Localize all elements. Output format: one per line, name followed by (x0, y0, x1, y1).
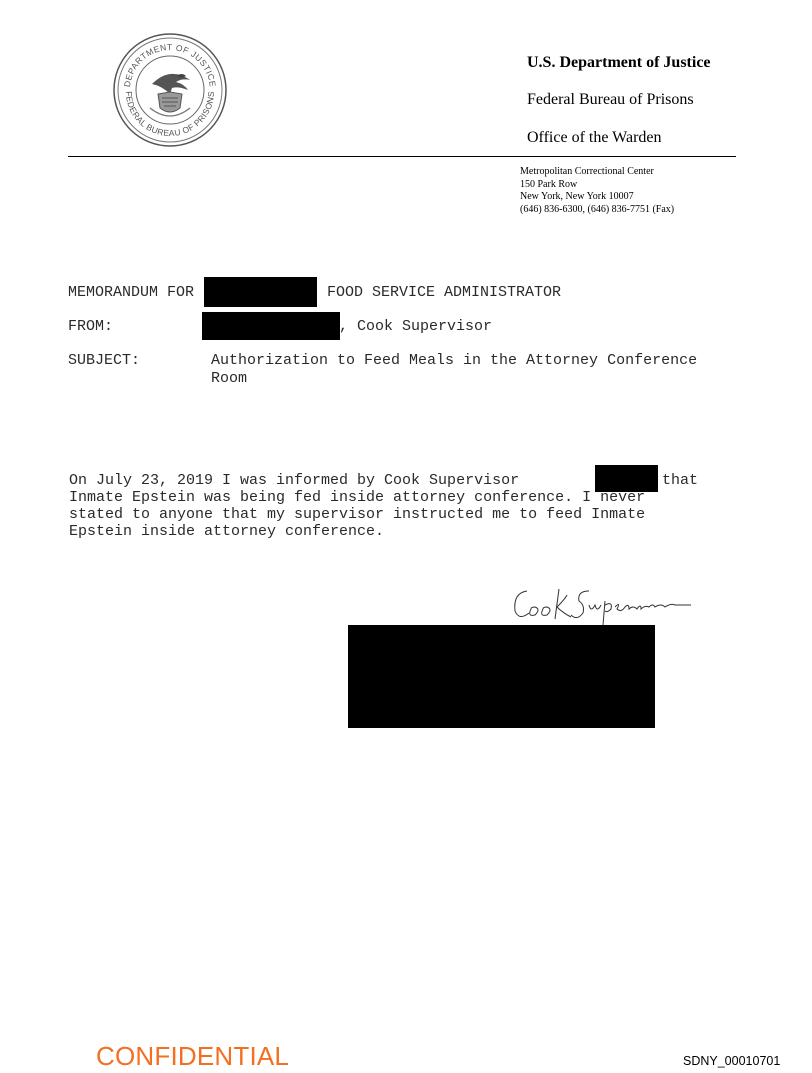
body-line: Inmate Epstein was being fed inside attorney conference. I never (69, 489, 646, 506)
address-line: 150 Park Row (520, 178, 578, 190)
address-line: (646) 836-6300, (646) 836-7751 (Fax) (520, 203, 675, 215)
body-line: Epstein inside attorney conference. (69, 523, 385, 540)
body-line: stated to anyone that my supervisor instructed me to feed Inmate (69, 506, 646, 523)
body-line: that (662, 472, 699, 489)
redaction-box (348, 625, 655, 728)
address-line: New York, New York 10007 (520, 191, 634, 202)
header-divider (68, 156, 736, 157)
signature-text: Cook Supervisor (505, 575, 512, 576)
handwritten-signature (505, 575, 705, 630)
redaction-box (202, 312, 340, 340)
redaction-box (595, 465, 658, 492)
memo-from-label: FROM: (68, 318, 114, 335)
svg-text:DEPARTMENT OF JUSTICE: DEPARTMENT OF JUSTICE (122, 41, 218, 88)
confidential-stamp: CONFIDENTIAL (96, 1041, 290, 1071)
memo-for-label: MEMORANDUM FOR (68, 284, 195, 301)
memo-from-title: , Cook Supervisor (339, 318, 493, 335)
department-name: U.S. Department of Justice (527, 54, 711, 71)
svg-text:FEDERAL BUREAU OF PRISONS: FEDERAL BUREAU OF PRISONS (123, 90, 217, 139)
memo-subject-line: Room (211, 370, 248, 387)
doj-seal-logo (112, 32, 228, 148)
body-line: On July 23, 2019 I was informed by Cook Supervisor (69, 472, 520, 489)
memo-subject-label: SUBJECT: (68, 352, 141, 369)
memo-for-title: FOOD SERVICE ADMINISTRATOR (327, 284, 562, 301)
address-block (520, 166, 674, 216)
bureau-name: Federal Bureau of Prisons (527, 91, 694, 108)
memo-subject-line: Authorization to Feed Meals in the Attorney Conference (211, 352, 698, 369)
office-name: Office of the Warden (527, 129, 662, 146)
bates-number: SDNY_00010701 (683, 1054, 781, 1068)
address-line: Metropolitan Correctional Center (520, 166, 654, 177)
redaction-box (204, 277, 317, 307)
